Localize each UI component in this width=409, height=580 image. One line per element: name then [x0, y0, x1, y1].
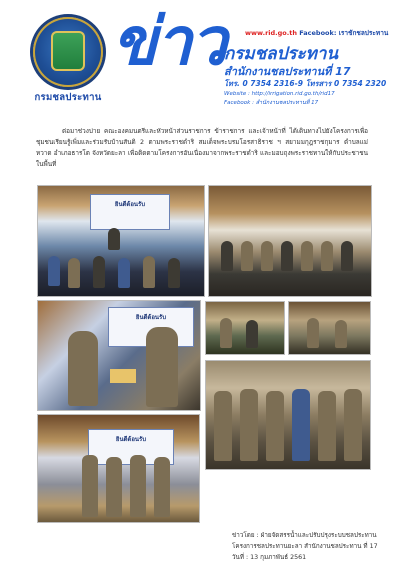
official-figure: [307, 318, 319, 348]
news-title: ข่าว: [112, 2, 226, 80]
phone-line: โทร. 0 7354 2316-9 โทรสาร 0 7354 2320: [224, 79, 387, 88]
official-figure: [240, 389, 258, 461]
logo-emblem-icon: [51, 31, 85, 71]
official-figure: [146, 327, 178, 407]
official-figure: [318, 391, 336, 461]
official-figure: [321, 241, 333, 271]
official-figure: [266, 391, 284, 461]
photo-officials-group: [205, 360, 371, 470]
official-figure: [261, 241, 273, 271]
audience-figure: [143, 256, 155, 288]
rid-logo: [33, 17, 103, 87]
official-figure: [292, 389, 310, 461]
official-figure: [221, 241, 233, 271]
photo-gift-giving-1: [205, 301, 285, 355]
audience-figure: [93, 256, 105, 288]
header-facebook[interactable]: Facebook: เราชักชลประทาน: [299, 29, 389, 37]
header-url[interactable]: www.rid.go.th: [245, 29, 297, 37]
official-figure: [214, 391, 232, 461]
official-figure: [281, 241, 293, 271]
office-name: สำนักงานชลประทานที่ 17: [224, 65, 351, 78]
facebook-line[interactable]: Facebook : สำนักงานชลประทานที่ 17: [224, 100, 319, 106]
header-web-line: [245, 28, 388, 38]
audience-figure: [118, 258, 130, 288]
villager-figure: [246, 320, 258, 348]
official-figure: [220, 318, 232, 348]
photo-welcome-meeting: [37, 185, 205, 297]
official-figure: [344, 389, 362, 461]
credits-author: ข่าวโดย : ฝ่ายจัดสรรน้ำและปรับปรุงระบบชลประทาน: [232, 532, 377, 539]
speaker-figure: [108, 228, 120, 250]
credits-project: โครงการชลประทานยะลา สำนักงานชลประทาน ที่ 17: [232, 543, 378, 550]
welcome-banner: ยินดีต้อนรับ: [88, 429, 174, 465]
welcome-banner: ยินดีต้อนรับ: [108, 307, 194, 347]
official-figure: [82, 455, 98, 517]
audience-figure: [168, 258, 180, 288]
photo-handover: [37, 300, 201, 411]
official-figure: [130, 455, 146, 517]
news-paragraph: [36, 126, 368, 170]
photo-officials-seated: [208, 185, 372, 297]
news-paragraph-text: ต่อมาช่วงบ่าย คณะองคมนตรีและหัวหน้าส่วนราชการ ข้าราชการ และเจ้าหน้าที่ ได้เดินทางไปยังโครงการเพื่อชุมชนเรียนรู้เพิ่มและร่วมรับบ้านสันติ 2 ตามพระราชดำริ สมเด็จพระบรมโอรสาธิราช ฯ สยามมกุฎราชกุมาร ตำบลแม่หวาด อำเภอธารโต จังหวัดยะลา เพื่อติดตามโครงการอันเนื่องมาจากพระราชดำริ และมอบถุงพระราชทานให้กับประชาชนในพื้นที่: [36, 127, 368, 168]
credits-date: วันที่ : 13 กุมภาพันธ์ 2561: [232, 554, 307, 561]
audience-figure: [68, 258, 80, 288]
photo-gift-giving-2: [288, 301, 371, 355]
photo-officials-standing: [37, 414, 200, 523]
official-figure: [301, 241, 313, 271]
welcome-banner: ยินดีต้อนรับ: [90, 194, 170, 230]
villager-figure: [335, 320, 347, 348]
news-credits: [232, 530, 378, 563]
audience-figure: [48, 256, 60, 286]
official-figure: [341, 241, 353, 271]
official-figure: [154, 457, 170, 517]
official-figure: [68, 331, 98, 406]
official-figure: [106, 457, 122, 517]
website-line[interactable]: Website : http://irrigation.rid.go.th/rid17: [224, 91, 335, 97]
department-name: กรมชลประทาน: [224, 44, 339, 64]
logo-caption: กรมชลประทาน: [34, 92, 102, 103]
gift-bag: [110, 369, 136, 383]
official-figure: [241, 241, 253, 271]
